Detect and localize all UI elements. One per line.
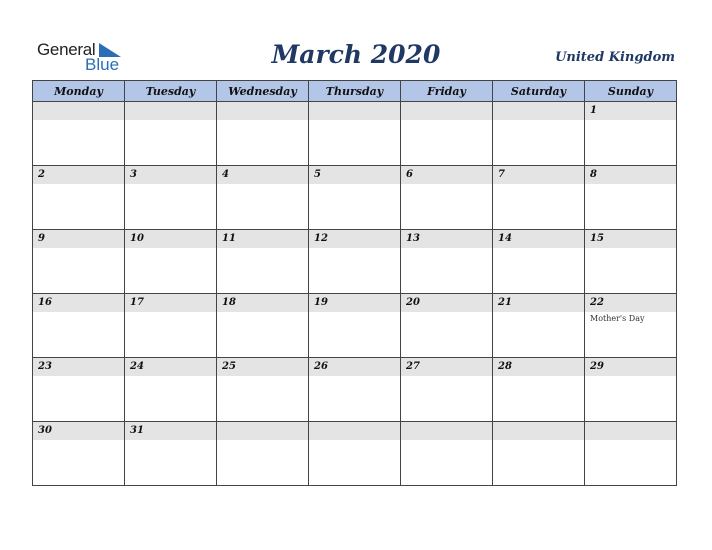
- week-row: [33, 358, 677, 422]
- day-cell-friday: [401, 422, 493, 486]
- day-cell-friday: [401, 102, 493, 166]
- day-cell-friday: [401, 166, 493, 230]
- day-number: 25: [222, 361, 236, 372]
- day-number: 5: [314, 169, 321, 180]
- weekday-header-thursday: Thursday: [309, 81, 401, 102]
- day-number: 13: [406, 233, 420, 244]
- day-number: 31: [130, 425, 144, 436]
- weekday-header-sunday: Sunday: [585, 81, 677, 102]
- weekday-header-row: [33, 81, 677, 102]
- day-cell-sunday: [585, 166, 677, 230]
- weekday-header-monday: Monday: [33, 81, 125, 102]
- day-header-band: [585, 422, 676, 440]
- day-cell-saturday: [493, 294, 585, 358]
- day-header-band: [217, 166, 308, 184]
- day-header-band: [493, 102, 584, 120]
- day-cell-wednesday: [217, 358, 309, 422]
- day-number: 26: [314, 361, 328, 372]
- day-cell-wednesday: [217, 230, 309, 294]
- day-cell-sunday: [585, 422, 677, 486]
- day-header-band: [217, 422, 308, 440]
- day-number: 17: [130, 297, 144, 308]
- day-number: 10: [130, 233, 144, 244]
- week-row: [33, 166, 677, 230]
- day-cell-tuesday: [125, 102, 217, 166]
- day-number: 21: [498, 297, 512, 308]
- day-number: 12: [314, 233, 328, 244]
- day-cell-monday: [33, 358, 125, 422]
- day-number: 15: [590, 233, 604, 244]
- day-header-band: [125, 166, 216, 184]
- day-header-band: [309, 166, 400, 184]
- day-cell-friday: [401, 230, 493, 294]
- day-number: 11: [222, 233, 236, 244]
- day-cell-monday: [33, 166, 125, 230]
- page-title: March 2020: [271, 40, 441, 69]
- country-label: United Kingdom: [555, 50, 675, 65]
- day-header-band: [401, 102, 492, 120]
- day-cell-thursday: [309, 230, 401, 294]
- day-header-band: [33, 166, 124, 184]
- day-header-band: [401, 422, 492, 440]
- day-cell-sunday: [585, 102, 677, 166]
- day-cell-tuesday: [125, 358, 217, 422]
- day-cell-monday: [33, 294, 125, 358]
- logo-text-general: General: [37, 40, 96, 59]
- day-cell-saturday: [493, 166, 585, 230]
- day-cell-monday: [33, 230, 125, 294]
- day-number: 19: [314, 297, 328, 308]
- day-number: 4: [222, 169, 229, 180]
- day-cell-saturday: [493, 422, 585, 486]
- day-header-band: [493, 166, 584, 184]
- day-cell-monday: [33, 102, 125, 166]
- day-cell-saturday: [493, 230, 585, 294]
- day-cell-friday: [401, 294, 493, 358]
- weekday-header-friday: Friday: [401, 81, 493, 102]
- holiday-label: Mother's Day: [590, 314, 645, 323]
- day-cell-thursday: [309, 422, 401, 486]
- day-cell-thursday: [309, 166, 401, 230]
- logo-text-blue: Blue: [85, 55, 120, 74]
- day-cell-wednesday: [217, 422, 309, 486]
- day-cell-tuesday: [125, 294, 217, 358]
- day-cell-sunday: [585, 230, 677, 294]
- day-header-band: [309, 422, 400, 440]
- day-number: 29: [590, 361, 604, 372]
- day-number: 1: [590, 105, 597, 116]
- day-header-band: [33, 230, 124, 248]
- weekday-header-saturday: Saturday: [493, 81, 585, 102]
- day-header-band: [309, 102, 400, 120]
- day-number: 16: [38, 297, 52, 308]
- day-header-band: [401, 166, 492, 184]
- day-header-band: [585, 166, 676, 184]
- day-cell-monday: [33, 422, 125, 486]
- day-number: 22: [590, 297, 604, 308]
- week-row: [33, 102, 677, 166]
- day-number: 14: [498, 233, 512, 244]
- day-header-band: [585, 102, 676, 120]
- day-header-band: [125, 102, 216, 120]
- day-cell-wednesday: [217, 166, 309, 230]
- day-header-band: [217, 102, 308, 120]
- day-number: 6: [406, 169, 413, 180]
- day-cell-sunday: [585, 358, 677, 422]
- calendar-grid: [32, 80, 677, 486]
- day-number: 20: [406, 297, 420, 308]
- week-row: [33, 230, 677, 294]
- day-cell-sunday: [585, 294, 677, 358]
- weekday-header-wednesday: Wednesday: [217, 81, 309, 102]
- day-number: 28: [498, 361, 512, 372]
- weekday-header-tuesday: Tuesday: [125, 81, 217, 102]
- day-number: 24: [130, 361, 144, 372]
- day-number: 2: [38, 169, 45, 180]
- day-cell-thursday: [309, 358, 401, 422]
- day-number: 18: [222, 297, 236, 308]
- day-number: 30: [38, 425, 52, 436]
- day-cell-thursday: [309, 294, 401, 358]
- day-number: 23: [38, 361, 52, 372]
- day-cell-tuesday: [125, 422, 217, 486]
- day-number: 7: [498, 169, 505, 180]
- day-cell-tuesday: [125, 166, 217, 230]
- day-cell-friday: [401, 358, 493, 422]
- day-cell-wednesday: [217, 102, 309, 166]
- day-header-band: [493, 422, 584, 440]
- day-cell-tuesday: [125, 230, 217, 294]
- day-cell-thursday: [309, 102, 401, 166]
- day-number: 3: [130, 169, 137, 180]
- week-row: [33, 294, 677, 358]
- day-number: 27: [406, 361, 420, 372]
- day-number: 8: [590, 169, 597, 180]
- day-cell-wednesday: [217, 294, 309, 358]
- day-cell-saturday: [493, 102, 585, 166]
- day-cell-saturday: [493, 358, 585, 422]
- week-row: [33, 422, 677, 486]
- day-number: 9: [38, 233, 45, 244]
- day-header-band: [33, 102, 124, 120]
